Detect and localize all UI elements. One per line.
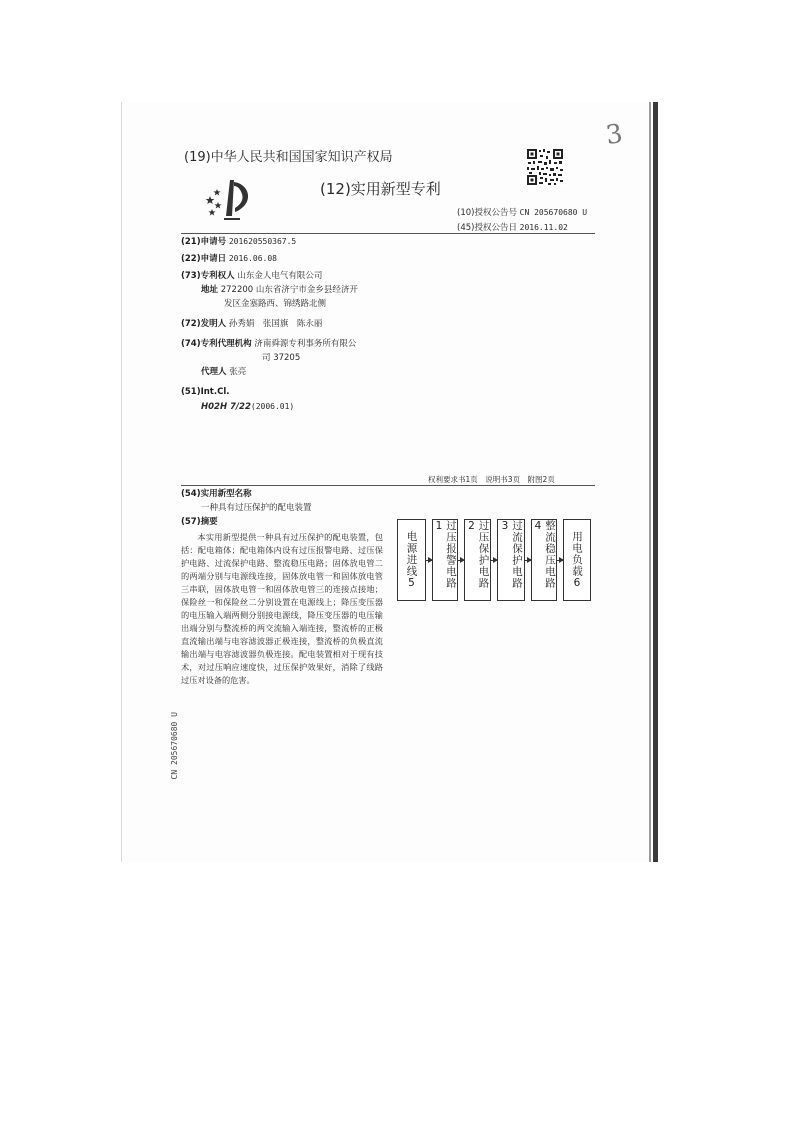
diagram-box-overcurrent-protection: 过流保护电路3 [497, 519, 525, 601]
grant-number-label: (10)授权公告号 [457, 208, 517, 218]
address-field: 地址 272200 山东省济宁市金乡县经济开 [201, 285, 358, 295]
patentee: 山东金人电气有限公司 [237, 271, 323, 281]
address-line-2: 发区金塞路西、锦绣路北侧 [224, 299, 327, 309]
diagram-box-power-input: 电源进线5 [397, 519, 426, 601]
side-publication-code: CN 205670680 U [170, 712, 179, 780]
title-label: (54)实用新型名称 [181, 489, 252, 499]
document-type: (12)实用新型专利 [320, 180, 441, 198]
ipc-label: (51)Int.Cl. [181, 387, 230, 397]
agency-line-1: 济南舜源专利事务所有限公 [254, 339, 357, 349]
patentee-field: (73)专利权人 山东金人电气有限公司 [181, 271, 323, 281]
application-number: 201620550367.5 [228, 237, 297, 246]
agency-field: (74)专利代理机构 济南舜源专利事务所有限公 [181, 339, 357, 349]
ipc-version: (2006.01) [250, 402, 295, 411]
grant-date: 2016.11.02 [519, 223, 568, 232]
inventors: 孙秀娟 张国旗 陈永丽 [228, 319, 323, 329]
application-date-field: (22)申请日 2016.06.08 [181, 254, 277, 264]
agent: 张亮 [229, 367, 247, 377]
grant-number: CN 205670680 U [519, 208, 588, 217]
agency-line-2: 司 37205 [262, 353, 301, 363]
handwritten-page-number: 3 [603, 118, 625, 152]
ipc-code: H02H 7/22 [201, 402, 251, 412]
section-divider [181, 485, 595, 486]
grant-date-line [457, 221, 568, 233]
header-divider [181, 233, 595, 234]
ipc-field [201, 400, 294, 414]
agent-field: 代理人 张亮 [201, 367, 247, 377]
qr-code-icon [526, 148, 564, 186]
scan-edge-shadow [649, 102, 651, 862]
diagram-box-overvoltage-protection: 过压保护电路2 [464, 519, 491, 601]
application-number-field: (21)申请号 201620550367.5 [181, 237, 297, 247]
scan-edge [653, 102, 658, 862]
pages-summary: 权利要求书1页 说明书3页 附图2页 [428, 475, 555, 484]
authority-name: (19)中华人民共和国国家知识产权局 [184, 150, 393, 165]
diagram-box-overvoltage-alarm: 过压报警电路1 [432, 519, 458, 601]
application-date: 2016.06.08 [228, 254, 277, 263]
cnipa-logo-icon [204, 176, 256, 222]
inventors-field: (72)发明人 孙秀娟 张国旗 陈永丽 [181, 319, 323, 329]
utility-model-title: 一种具有过压保护的配电装置 [201, 503, 312, 513]
abstract-label: (57)摘要 [181, 517, 218, 527]
grant-number-line [457, 206, 587, 218]
grant-date-label: (45)授权公告日 [457, 223, 517, 233]
abstract-text: 本实用新型提供一种具有过压保护的配电装置，包括：配电箱体；配电箱体内设有过压报警电路、过压保护电路、过流保护电路、整流稳压电路；固体放电管二的两端分别与电源线连接，固体放电管一和固体放电管三串联，固体放电管一和固体放电管三的连接点接地；保险丝一和保险丝二分别设置在电源线上；降压变压器的电压输入端两侧分别接电源线，降压变压器的电压输出端分别与整流桥的两交流输入端连接，整流桥的正极直流输出端与电容滤波器正极连接，整流桥的负极直流输出端与电容滤波器负极连接。配电装置相对于现有技术，对过压响应速度快，过压保护效果好，消除了线路过压对设备的危害。 [181, 532, 383, 685]
address-line-1: 272200 山东省济宁市金乡县经济开 [220, 285, 358, 295]
diagram-box-load: 用电负载6 [563, 519, 591, 601]
diagram-box-rectifier: 整流稳压电路4 [531, 519, 557, 601]
